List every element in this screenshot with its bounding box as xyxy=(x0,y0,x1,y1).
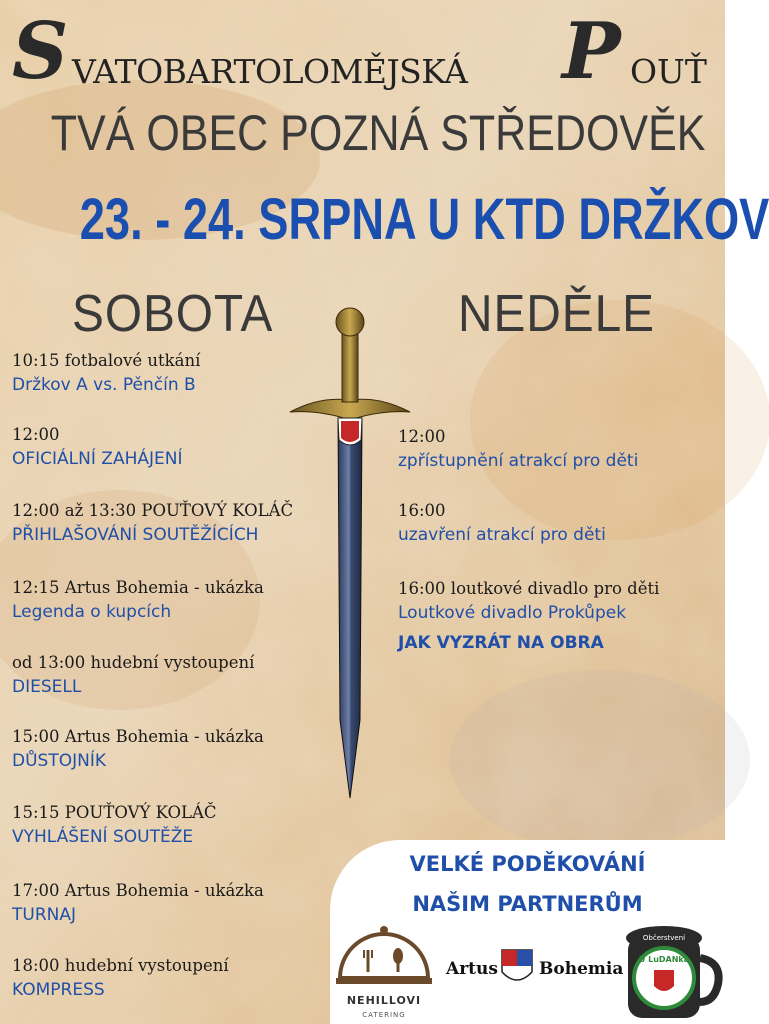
partners-panel xyxy=(330,840,725,1024)
day-sunday: NEDĚLE xyxy=(458,285,655,343)
event-desc: DIESELL xyxy=(12,677,82,697)
saturday-event-6 xyxy=(12,726,382,774)
title-end: OUŤ xyxy=(630,52,707,91)
logo1-name: NEHILLOVI xyxy=(346,994,422,1007)
event-desc: Legenda o kupcích xyxy=(12,602,172,622)
logo3-top: Občerstvení xyxy=(642,934,686,942)
event-desc: KOMPRESS xyxy=(12,980,105,1000)
event-time: 12:15 Artus Bohemia - ukázka xyxy=(12,578,264,597)
saturday-event-9 xyxy=(12,955,382,1003)
title-initial-s: S xyxy=(12,6,69,97)
event-time: 12:00 až 13:30 POUŤOVÝ KOLÁČ xyxy=(12,501,294,520)
sunday-event-1 xyxy=(398,426,718,474)
artus-bohemia-logo xyxy=(444,946,624,990)
u-ludanka-logo xyxy=(618,918,724,1024)
sunday-event-3 xyxy=(398,578,718,656)
saturday-event-8 xyxy=(12,880,382,928)
saturday-event-3 xyxy=(12,500,382,548)
subtitle: TVÁ OBEC POZNÁ STŘEDOVĚK xyxy=(50,105,706,161)
event-time: 12:00 xyxy=(12,425,60,444)
event-time: 12:00 xyxy=(398,427,446,446)
saturday-event-4 xyxy=(12,577,382,625)
logo2-right: Bohemia xyxy=(539,959,624,979)
logo1-sub: CATERING xyxy=(362,1011,406,1019)
logo2-left: Artus xyxy=(446,959,498,979)
event-desc: zpřístupnění atrakcí pro děti xyxy=(398,451,639,471)
event-desc: PŘIHLAŠOVÁNÍ SOUTĚŽÍCÍCH xyxy=(12,525,259,545)
event-time: 15:15 POUŤOVÝ KOLÁČ xyxy=(12,803,217,822)
nehillovi-logo xyxy=(332,914,436,1022)
saturday-event-5 xyxy=(12,652,382,700)
logo3-name: U LuDANka xyxy=(638,955,690,964)
event-desc: uzavření atrakcí pro děti xyxy=(398,525,606,545)
event-time: 18:00 hudební vystoupení xyxy=(12,956,229,975)
event-desc: OFICIÁLNÍ ZAHÁJENÍ xyxy=(12,449,183,469)
event-desc-2: JAK VYZRÁT NA OBRA xyxy=(398,633,604,653)
saturday-event-1 xyxy=(12,350,382,398)
title-middle: VATOBARTOLOMĚJSKÁ xyxy=(72,52,468,91)
event-time: 15:00 Artus Bohemia - ukázka xyxy=(12,727,264,746)
event-time: 16:00 loutkové divadlo pro děti xyxy=(398,579,660,598)
event-desc: VYHLÁŠENÍ SOUTĚŽE xyxy=(12,827,194,847)
event-time: 16:00 xyxy=(398,501,446,520)
event-desc: TURNAJ xyxy=(12,905,76,925)
day-saturday: SOBOTA xyxy=(72,285,274,343)
title-initial-p: P xyxy=(562,6,621,97)
thanks-line-1: VELKÉ PODĚKOVÁNÍ xyxy=(409,852,646,876)
event-desc: Držkov A vs. Pěnčín B xyxy=(12,375,196,395)
event-time: od 13:00 hudební vystoupení xyxy=(12,653,255,672)
event-desc: Loutkové divadlo Prokůpek xyxy=(398,603,627,623)
event-time: 17:00 Artus Bohemia - ukázka xyxy=(12,881,264,900)
event-desc: DŮSTOJNÍK xyxy=(12,751,106,771)
date-place: 23. - 24. SRPNA U KTD DRŽKOV xyxy=(79,187,769,252)
saturday-event-2 xyxy=(12,424,382,472)
event-time: 10:15 fotbalové utkání xyxy=(12,351,201,370)
sunday-event-2 xyxy=(398,500,718,548)
thanks-line-2: NAŠIM PARTNERŮM xyxy=(412,892,643,916)
saturday-event-7 xyxy=(12,802,382,850)
